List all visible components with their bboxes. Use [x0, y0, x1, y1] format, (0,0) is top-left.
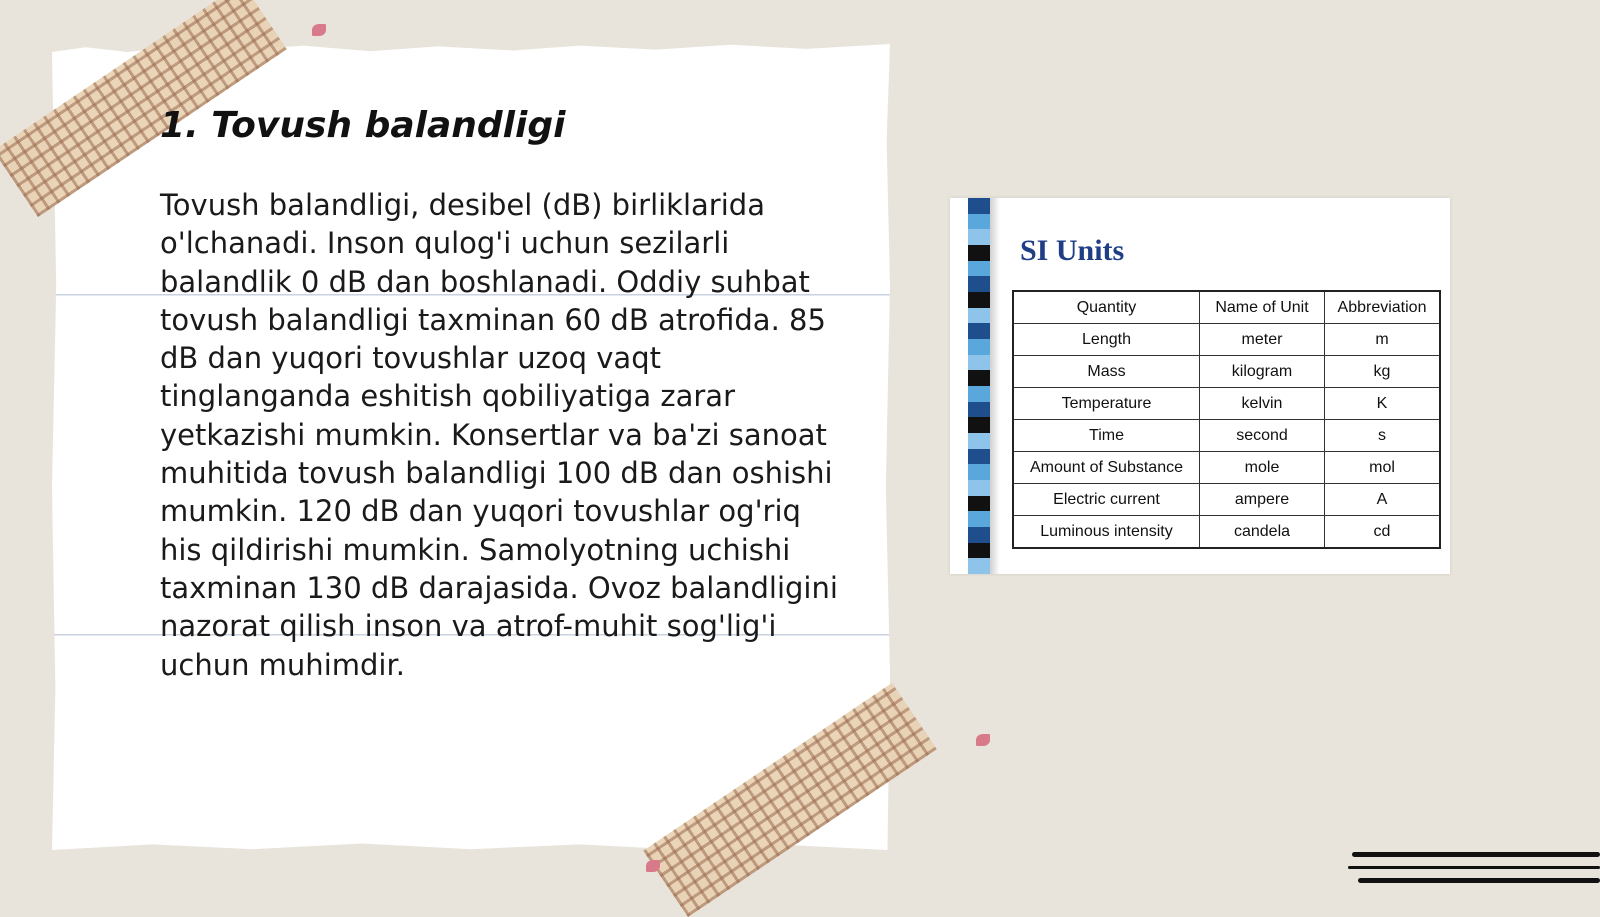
- strip-segment: [968, 543, 990, 559]
- header-abbreviation: Abbreviation: [1325, 291, 1441, 324]
- table-row: [1013, 452, 1440, 484]
- cell-abbreviation: K: [1325, 388, 1441, 420]
- strip-segment: [968, 558, 990, 574]
- tape-end-mark: [646, 860, 660, 872]
- strip-segment: [968, 386, 990, 402]
- si-units-table: [1012, 290, 1441, 549]
- strip-segment: [968, 417, 990, 433]
- strip-segment: [968, 276, 990, 292]
- header-quantity: Quantity: [1013, 291, 1200, 324]
- strip-segment: [968, 433, 990, 449]
- table-row: [1013, 324, 1440, 356]
- si-units-image: [950, 198, 1450, 574]
- cell-quantity: Amount of Substance: [1013, 452, 1200, 484]
- cell-quantity: Electric current: [1013, 484, 1200, 516]
- cell-abbreviation: A: [1325, 484, 1441, 516]
- strip-segment: [968, 339, 990, 355]
- table-header-row: [1013, 291, 1440, 324]
- decorative-color-strip: [968, 198, 990, 574]
- cell-abbreviation: m: [1325, 324, 1441, 356]
- cell-unit: mole: [1200, 452, 1325, 484]
- cell-unit: kilogram: [1200, 356, 1325, 388]
- table-row: [1013, 356, 1440, 388]
- strip-segment: [968, 402, 990, 418]
- cell-unit: candela: [1200, 516, 1325, 549]
- strip-shadow: [990, 198, 1000, 574]
- tape-end-mark: [312, 24, 326, 36]
- strip-segment: [968, 355, 990, 371]
- strip-segment: [968, 496, 990, 512]
- strip-segment: [968, 480, 990, 496]
- strip-segment: [968, 261, 990, 277]
- cell-unit: kelvin: [1200, 388, 1325, 420]
- strip-segment: [968, 464, 990, 480]
- cell-quantity: Mass: [1013, 356, 1200, 388]
- strip-segment: [968, 229, 990, 245]
- strip-segment: [968, 292, 990, 308]
- decorative-brush-lines: [1348, 848, 1600, 888]
- cell-unit: meter: [1200, 324, 1325, 356]
- cell-unit: second: [1200, 420, 1325, 452]
- cell-quantity: Luminous intensity: [1013, 516, 1200, 549]
- si-units-title: SI Units: [1020, 234, 1125, 267]
- strip-segment: [968, 511, 990, 527]
- cell-abbreviation: mol: [1325, 452, 1441, 484]
- slide-title: 1. Tovush balandligi: [160, 105, 566, 146]
- strip-segment: [968, 214, 990, 230]
- cell-abbreviation: cd: [1325, 516, 1441, 549]
- cell-unit: ampere: [1200, 484, 1325, 516]
- table-row: [1013, 516, 1440, 549]
- strip-segment: [968, 323, 990, 339]
- tape-end-mark: [976, 734, 990, 746]
- slide-body-text: Tovush balandligi, desibel (dB) birliklarida o'lchanadi. Inson qulog'i uchun sezilarli balandlik 0 dB dan boshlanadi. Oddiy suhbat tovush balandligi taxminan 60 dB atrofida. 85 dB dan yuqori tovushlar uzoq vaqt tinglanganda eshitish qobiliyatiga zarar yetkazishi mumkin. Konsertlar va ba'zi sanoat muhitida tovush balandligi 100 dB dan oshishi mumkin. 120 dB dan yuqori tovushlar og'riq his qildirishi mumkin. Samolyotning uchishi taxminan 130 dB darajasida. Ovoz balandligini nazorat qilish inson va atrof-muhit sog'lig'i uchun muhimdir.: [160, 188, 838, 682]
- strip-segment: [968, 527, 990, 543]
- strip-segment: [968, 245, 990, 261]
- cell-quantity: Length: [1013, 324, 1200, 356]
- strip-segment: [968, 449, 990, 465]
- cell-abbreviation: kg: [1325, 356, 1441, 388]
- strip-segment: [968, 308, 990, 324]
- table-row: [1013, 420, 1440, 452]
- cell-quantity: Time: [1013, 420, 1200, 452]
- table-row: [1013, 484, 1440, 516]
- strip-segment: [968, 198, 990, 214]
- header-unit-name: Name of Unit: [1200, 291, 1325, 324]
- cell-quantity: Temperature: [1013, 388, 1200, 420]
- table-row: [1013, 388, 1440, 420]
- cell-abbreviation: s: [1325, 420, 1441, 452]
- strip-segment: [968, 370, 990, 386]
